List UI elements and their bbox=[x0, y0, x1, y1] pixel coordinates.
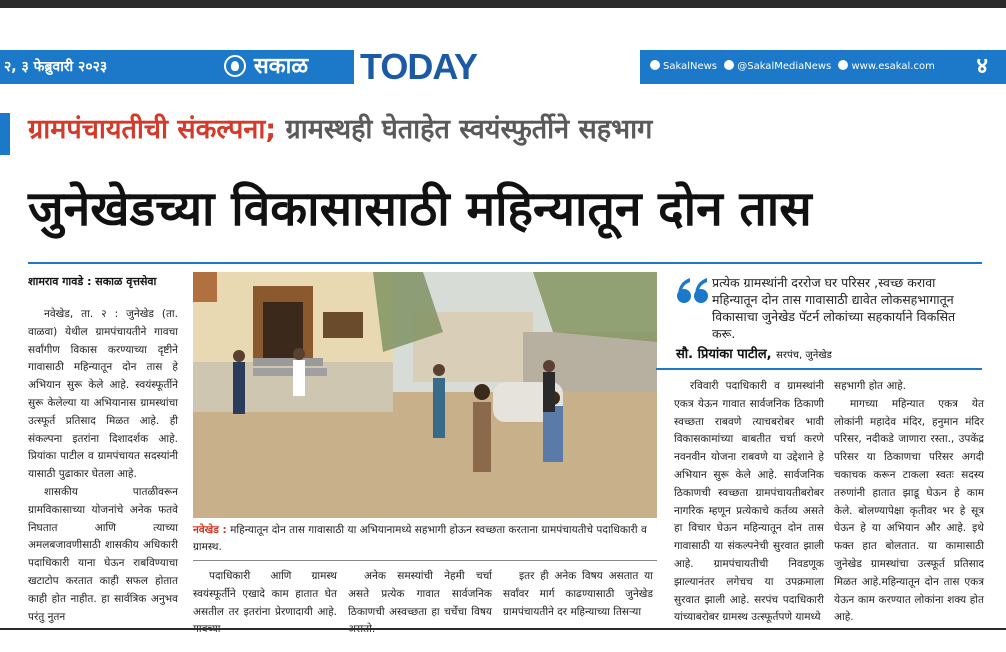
photo-illustration bbox=[193, 272, 657, 518]
column-d-para: रविवारी पदाधिकारी व ग्रामस्थांनी एकत्र येऊन गावात सार्वजनिक ठिकाणी स्वच्छता राबवणे त्याचबरोबर भावी विकासकामांच्या बाबतीत चर्चा करणे नवनवीन योजना राबवणे या उद्देशाने हे अभियान सुरू केले आहे. सार्वजनिक ठिकाणची स्वच्छता ग्रामपंचायतीबरोबर नागरिक म्हणून प्रत्येकाचे कर्तव्य असते हा विचार घेऊन महिन्यातून दोन तास गावासाठी या संकल्पनेची सुरवात झाली आहे. ग्रामपंचायतीची निवडणूक झाल्यानंतर लगेचच या उपक्रमाला सुरवात झाली आहे. सरपंच पदाधिकारी यांच्याबरोबर ग्रामस्थ उत्स्फूर्तपणे यामध्ये bbox=[674, 380, 824, 624]
headline-rule bbox=[28, 262, 982, 264]
kicker-grey: ग्रामस्थही घेताहेत स्वयंस्फुर्तीने सहभाग bbox=[285, 114, 653, 145]
quote-author-name: सौ. प्रियांका पाटील, bbox=[676, 347, 772, 362]
sakal-logo-icon bbox=[224, 55, 246, 77]
kicker bbox=[28, 108, 998, 152]
page-number: ४ bbox=[976, 54, 988, 79]
caption-rule bbox=[193, 560, 657, 561]
quote-author bbox=[676, 344, 976, 362]
column-d bbox=[674, 378, 824, 627]
social-strip bbox=[640, 50, 1006, 84]
twitter-icon bbox=[724, 60, 734, 70]
issue-date: २, ३ फेब्रुवारी २०२३ bbox=[0, 50, 178, 84]
caption-text: महिन्यातून दोन तास गावासाठी या अभियानामध्ये सहभागी होऊन स्वच्छता करताना ग्रामपंचायतीचे पदाधिकारी व ग्रामस्थ. bbox=[193, 524, 647, 553]
byline: शामराव गावडे : सकाळ वृत्तसेवा bbox=[28, 275, 157, 288]
column-1-para-b: शासकीय पातळीवरून ग्रामविकासाच्या योजनांचे अनेक फतवे निघतात आणि त्याच्या अमलबजावणीसाठी शासकीय अधिकारी पदाधिकारी याना घेऊन राबविण्याचा खटाटोप करतात काही सफल होतात काही होत नाहीत. हा सार्वत्रिक अनुभव परंतु नुतन bbox=[28, 485, 178, 623]
column-e bbox=[834, 378, 984, 627]
column-1-para: नवेखेड, ता. २ : जुनेखेड (ता. वाळवा) येथील ग्रामपंचायतीने गावचा सर्वांगीण विकास करण्याच्या दृष्टीने गावासाठी महिन्यातून दोन तास हे अभियान सुरू केले आहे. स्वयंस्फूर्तीने सुरू केलेल्या या अभियानास ग्रामस्थांचा उत्स्फूर्त प्रतिसाद मिळत आहे. ही संकल्पना इतरांना दिशादर्शक आहे. प्रियांका पाटील व ग्रामपंचायत सदस्यांनी यासाठी पुढाकार घेतला आहे. bbox=[28, 308, 178, 481]
quote-author-role: सरपंच, जुनेखेड bbox=[776, 350, 832, 361]
website: www.esakal.com bbox=[851, 61, 935, 72]
photo-caption bbox=[193, 522, 653, 556]
masthead bbox=[0, 48, 1006, 88]
brand-name: सकाळ bbox=[253, 54, 309, 79]
quote-rule bbox=[656, 368, 982, 370]
kicker-red: ग्रामपंचायतीची संकल्पना; bbox=[28, 114, 277, 145]
social-fb: SakalNews bbox=[663, 61, 718, 72]
edition-title: TODAY bbox=[360, 46, 478, 87]
column-e-para-b: मागच्या महिन्यात एकत्र येत लोकांनी महादेव मंदिर, हनुमान मंदिर परिसर, नदीकडे जाणारा रस्ता., उपकेंद्र परिसर या ठिकाणचा परिसर अगदी चकाचक करून टाकला स्वतः सदस्य तरुणांनी हातात झाडू घेऊन हे काम केले. बोलण्यापेक्षा कृतीवर भर हे सूत्र घेऊन हे या अभियान और आहे. इथे फक्त हात बोलतात. या कामासाठी जुनेखेड ग्रामस्थांचा उत्स्फूर्त प्रतिसाद मिळत आहे.महिन्यातून दोन तास एकत्र येऊन काम करण्यात लोकांना शक्य होत आहे. bbox=[834, 397, 984, 624]
kicker-accent-bar bbox=[0, 113, 10, 155]
web-icon bbox=[838, 60, 848, 70]
social-tw: @SakalMediaNews bbox=[737, 61, 832, 72]
column-a-para: पदाधिकारी आणि ग्रामस्थ स्वयंस्फूर्तीने एखादे काम हातात घेत असतील तर इतरांना प्रेरणादायी आहे. bbox=[193, 570, 337, 618]
quote-icon bbox=[676, 276, 710, 306]
column-b-para: अनेक समस्यांची नेहमी चर्चा असते प्रत्येक गावात सार्वजनिक ठिकाणची अस्वच्छता हा चर्चेचा विषय bbox=[348, 570, 492, 618]
article-photo bbox=[193, 272, 657, 518]
headline: जुनेखेडच्या विकासासाठी महिन्यातून दोन तास bbox=[28, 181, 812, 237]
column-c bbox=[503, 568, 653, 621]
brand-block bbox=[178, 50, 354, 84]
facebook-icon bbox=[650, 60, 660, 70]
column-c-para: इतर ही अनेक विषय असतात या सर्वांवर मार्ग काढण्यासाठी जुनेखेड ग्रामपंचायतीने दर महिन्याच्या तिसऱ्या bbox=[503, 570, 653, 618]
column-1 bbox=[28, 306, 178, 626]
pull-quote: प्रत्येक ग्रामस्थांनी दररोज घर परिसर ,स्वच्छ करावा महिन्यातून दोन तास गावासाठी द्यावेत लोकसहभागातून विकासाचा जुनेखेड पॅटर्न लोकांच्या सहकार्याने विकसित करू. bbox=[712, 275, 956, 341]
top-border bbox=[0, 0, 1006, 8]
bottom-rule bbox=[0, 628, 1006, 630]
caption-place: नवेखेड : bbox=[193, 524, 227, 536]
column-e-para: सहभागी होत आहे. bbox=[834, 380, 907, 392]
